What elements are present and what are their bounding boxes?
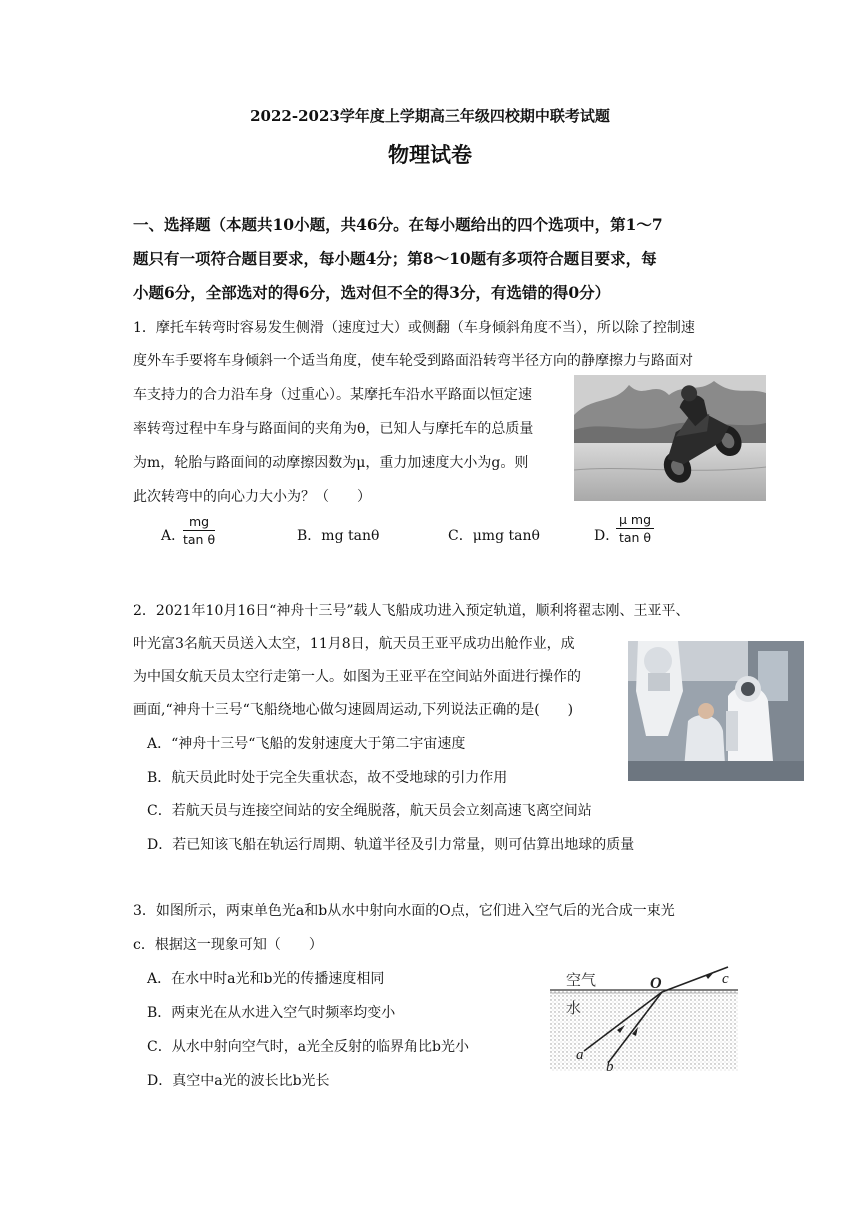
q1-line-2: 度外车手要将车身倾斜一个适当角度，使车轮受到路面沿转弯半径方向的静摩擦力与路面对 — [133, 353, 693, 369]
ray-c-label: c — [722, 971, 729, 987]
q2-option-c: C．若航天员与连接空间站的安全绳脱落，航天员会立刻高速飞离空间站 — [147, 803, 592, 819]
q1-option-a-fraction — [183, 514, 215, 547]
air-label: 空气 — [566, 973, 597, 989]
section-instruction-line-1: 一、选择题（本题共10小题，共46分。在每小题给出的四个选项中，第1～7 — [133, 215, 663, 234]
q1-option-a-denominator: tan θ — [183, 532, 216, 547]
ray-b-label: b — [606, 1059, 614, 1073]
q3-option-b: B．两束光在从水进入空气时频率均变小 — [147, 1005, 396, 1021]
water-label: 水 — [566, 1001, 582, 1017]
q2-option-b: B．航天员此时处于完全失重状态，故不受地球的引力作用 — [147, 770, 508, 786]
motorcycle-photo — [574, 375, 766, 501]
q1-option-d-numerator: μ mg — [619, 512, 652, 527]
q1-line-5: 为m，轮胎与路面间的动摩擦因数为μ，重力加速度大小为g。则 — [133, 455, 529, 471]
q2-line-3: 为中国女航天员太空行走第一人。如图为王亚平在空间站外面进行操作的 — [133, 669, 581, 685]
q1-line-4: 率转弯过程中车身与路面间的夹角为θ，已知人与摩托车的总质量 — [133, 421, 534, 437]
q2-option-a: A．“神舟十三号“飞船的发射速度大于第二宇宙速度 — [147, 736, 466, 752]
q2-line-4: 画面,“神舟十三号“飞船绕地心做匀速圆周运动,下列说法正确的是( ) — [133, 702, 574, 718]
q1-option-d-fraction — [616, 512, 654, 545]
q2-line-2: 叶光富3名航天员送入太空，11月8日，航天员王亚平成功出舱作业，成 — [133, 636, 575, 652]
q1-line-3: 车支持力的合力沿车身（过重心）。某摩托车沿水平路面以恒定速 — [133, 387, 532, 403]
q3-line-1: 3．如图所示，两束单色光a和b从水中射向水面的O点，它们进入空气后的光合成一束光 — [133, 903, 675, 919]
q1-option-b: B．mg tanθ — [297, 528, 380, 544]
point-o-label: O — [650, 975, 662, 992]
q1-option-a-numerator: mg — [188, 514, 210, 529]
q1-option-c: C．μmg tanθ — [448, 528, 540, 544]
ray-a-label: a — [576, 1047, 584, 1063]
exam-title: 2022-2023学年度上学期高三年级四校期中联考试题 — [250, 107, 610, 125]
q1-option-d-label: D． — [594, 528, 620, 544]
q3-option-a: A．在水中时a光和b光的传播速度相同 — [147, 971, 385, 987]
astronaut-photo — [628, 641, 804, 781]
q1-line-1: 1．摩托车转弯时容易发生侧滑（速度过大）或侧翻（车身倾斜角度不当），所以除了控制速 — [133, 320, 695, 336]
subject-title: 物理试卷 — [388, 142, 472, 167]
section-instruction-line-2: 题只有一项符合题目要求，每小题4分；第8～10题有多项符合题目要求，每 — [133, 249, 657, 268]
q2-option-d: D．若已知该飞船在轨运行周期、轨道半径及引力常量，则可估算出地球的质量 — [147, 837, 635, 853]
section-instruction-line-3: 小题6分，全部选对的得6分，选对但不全的得3分，有选错的得0分） — [133, 283, 611, 302]
q3-line-2: c．根据这一现象可知（ ） — [133, 937, 323, 953]
q1-line-6: 此次转弯中的向心力大小为？（ ） — [133, 489, 371, 505]
q2-line-1: 2．2021年10月16日“神舟十三号”载人飞船成功进入预定轨道，顺利将翟志刚、王亚平、 — [133, 603, 690, 619]
q3-option-c: C．从水中射向空气时，a光全反射的临界角比b光小 — [147, 1039, 470, 1055]
refraction-diagram — [546, 955, 742, 1073]
q1-option-a-label: A． — [161, 528, 186, 544]
q1-option-d-denominator: tan θ — [618, 530, 652, 545]
q3-option-d: D．真空中a光的波长比b光长 — [147, 1073, 330, 1089]
